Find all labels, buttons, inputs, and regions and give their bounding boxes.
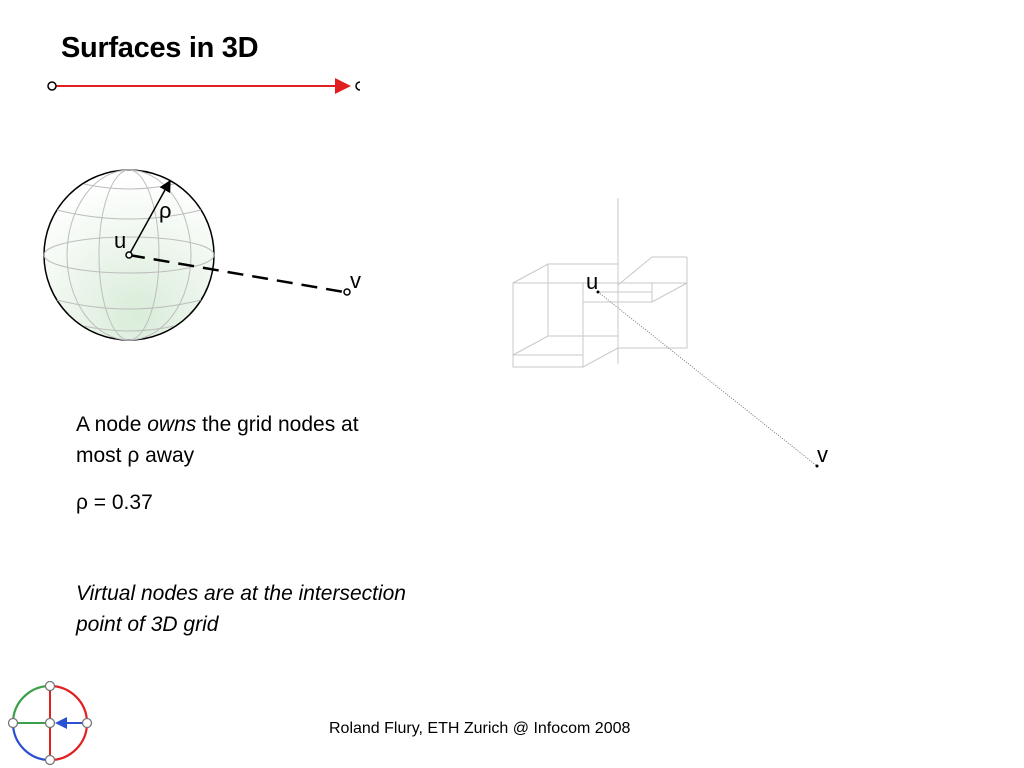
virtual-nodes-note: Virtual nodes are at the intersection point of 3D grid [76, 582, 406, 636]
radius-label: ρ [159, 198, 172, 223]
node-u-label: u [114, 228, 127, 253]
rho-value: ρ = 0.37 [76, 491, 153, 514]
node-v-label: v [350, 268, 361, 293]
desc-part2: the grid nodes at most ρ away [76, 413, 359, 467]
node-u [126, 252, 132, 258]
sphere-diagram [44, 170, 361, 340]
grid-3d-diagram [513, 198, 828, 468]
desc-part1: A node [76, 413, 148, 436]
node-v-3d-label: v [817, 442, 828, 467]
node-u-3d-label: u [586, 269, 599, 294]
page-title: Surfaces in 3D [61, 32, 259, 64]
desc-owns: owns [147, 413, 197, 436]
footer-credit: Roland Flury, ETH Zurich @ Infocom 2008 [329, 720, 631, 737]
ownership-description [76, 409, 376, 471]
logo-icon [9, 682, 92, 765]
distance-line-3d [598, 292, 817, 466]
title-underline [48, 82, 360, 90]
